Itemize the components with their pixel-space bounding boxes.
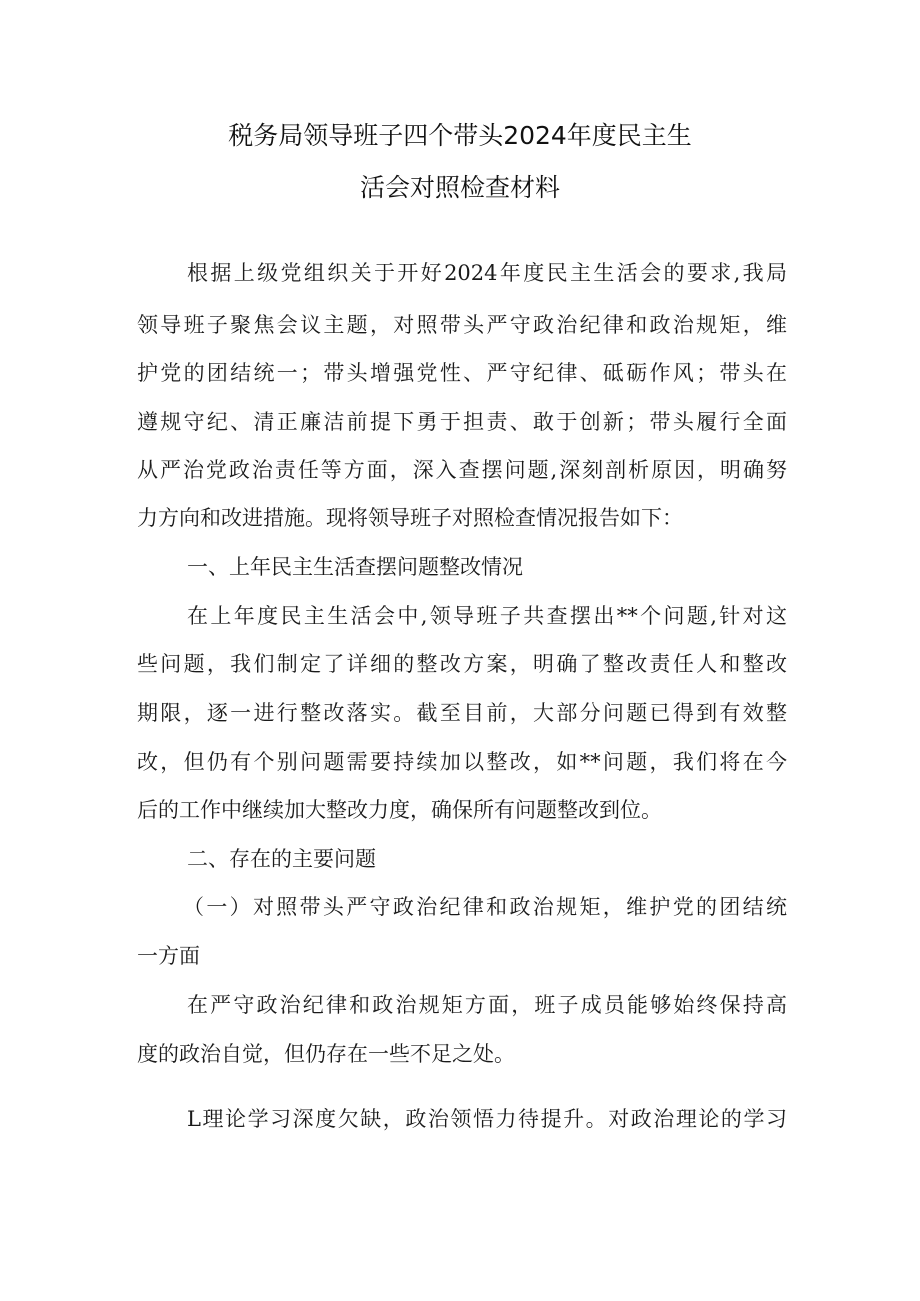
section-1-heading: 一、上年民主生活查摆问题整改情况 xyxy=(187,555,523,579)
document-title-line-1: 税务局领导班子四个带头2024年度民主生 xyxy=(228,121,692,150)
section-1-line-1: 在上年度民主生活会中,领导班子共查摆出**个问题,针对这 xyxy=(187,604,787,628)
section-1-line-5: 后的工作中继续加大整改力度，确保所有问题整改到位。 xyxy=(137,798,662,822)
intro-line-3: 护党的团结统一；带头增强党性、严守纪律、砥砺作风；带头在 xyxy=(137,361,787,385)
intro-line-4: 遵规守纪、清正廉洁前提下勇于担责、敢于创新；带头履行全面 xyxy=(137,410,787,434)
document-title-line-2: 活会对照检查材料 xyxy=(359,173,560,202)
intro-line-6: 力方向和改进措施。现将领导班子对照检查情况报告如下： xyxy=(137,506,683,530)
section-2-heading: 二、存在的主要问题 xyxy=(187,847,376,871)
section-1-line-4: 改，但仍有个别问题需要持续加以整改，如**问题，我们将在今 xyxy=(137,750,787,774)
intro-line-1: 根据上级党组织关于开好2024年度民主生活会的要求,我局 xyxy=(187,261,787,285)
subsection-1-body-line-2: 度的政治自觉，但仍存在一些不足之处。 xyxy=(137,1042,515,1066)
intro-line-2: 领导班子聚焦会议主题，对照带头严守政治纪律和政治规矩，维 xyxy=(137,313,787,337)
intro-line-5: 从严治党政治责任等方面，深入查摆问题,深刻剖析原因，明确努 xyxy=(137,458,787,482)
item-1-line: L理论学习深度欠缺，政治领悟力待提升。对政治理论的学习 xyxy=(187,1107,787,1131)
subsection-1-body-line-1: 在严守政治纪律和政治规矩方面，班子成员能够始终保持高 xyxy=(187,993,787,1017)
subsection-1-heading-line-1: （一）对照带头严守政治纪律和政治规矩，维护党的团结统 xyxy=(183,895,787,919)
section-1-line-2: 些问题，我们制定了详细的整改方案，明确了整改责任人和整改 xyxy=(137,652,787,676)
section-1-line-3: 期限，逐一进行整改落实。截至目前，大部分问题已得到有效整 xyxy=(137,701,787,725)
subsection-1-heading-line-2: 一方面 xyxy=(137,944,200,968)
